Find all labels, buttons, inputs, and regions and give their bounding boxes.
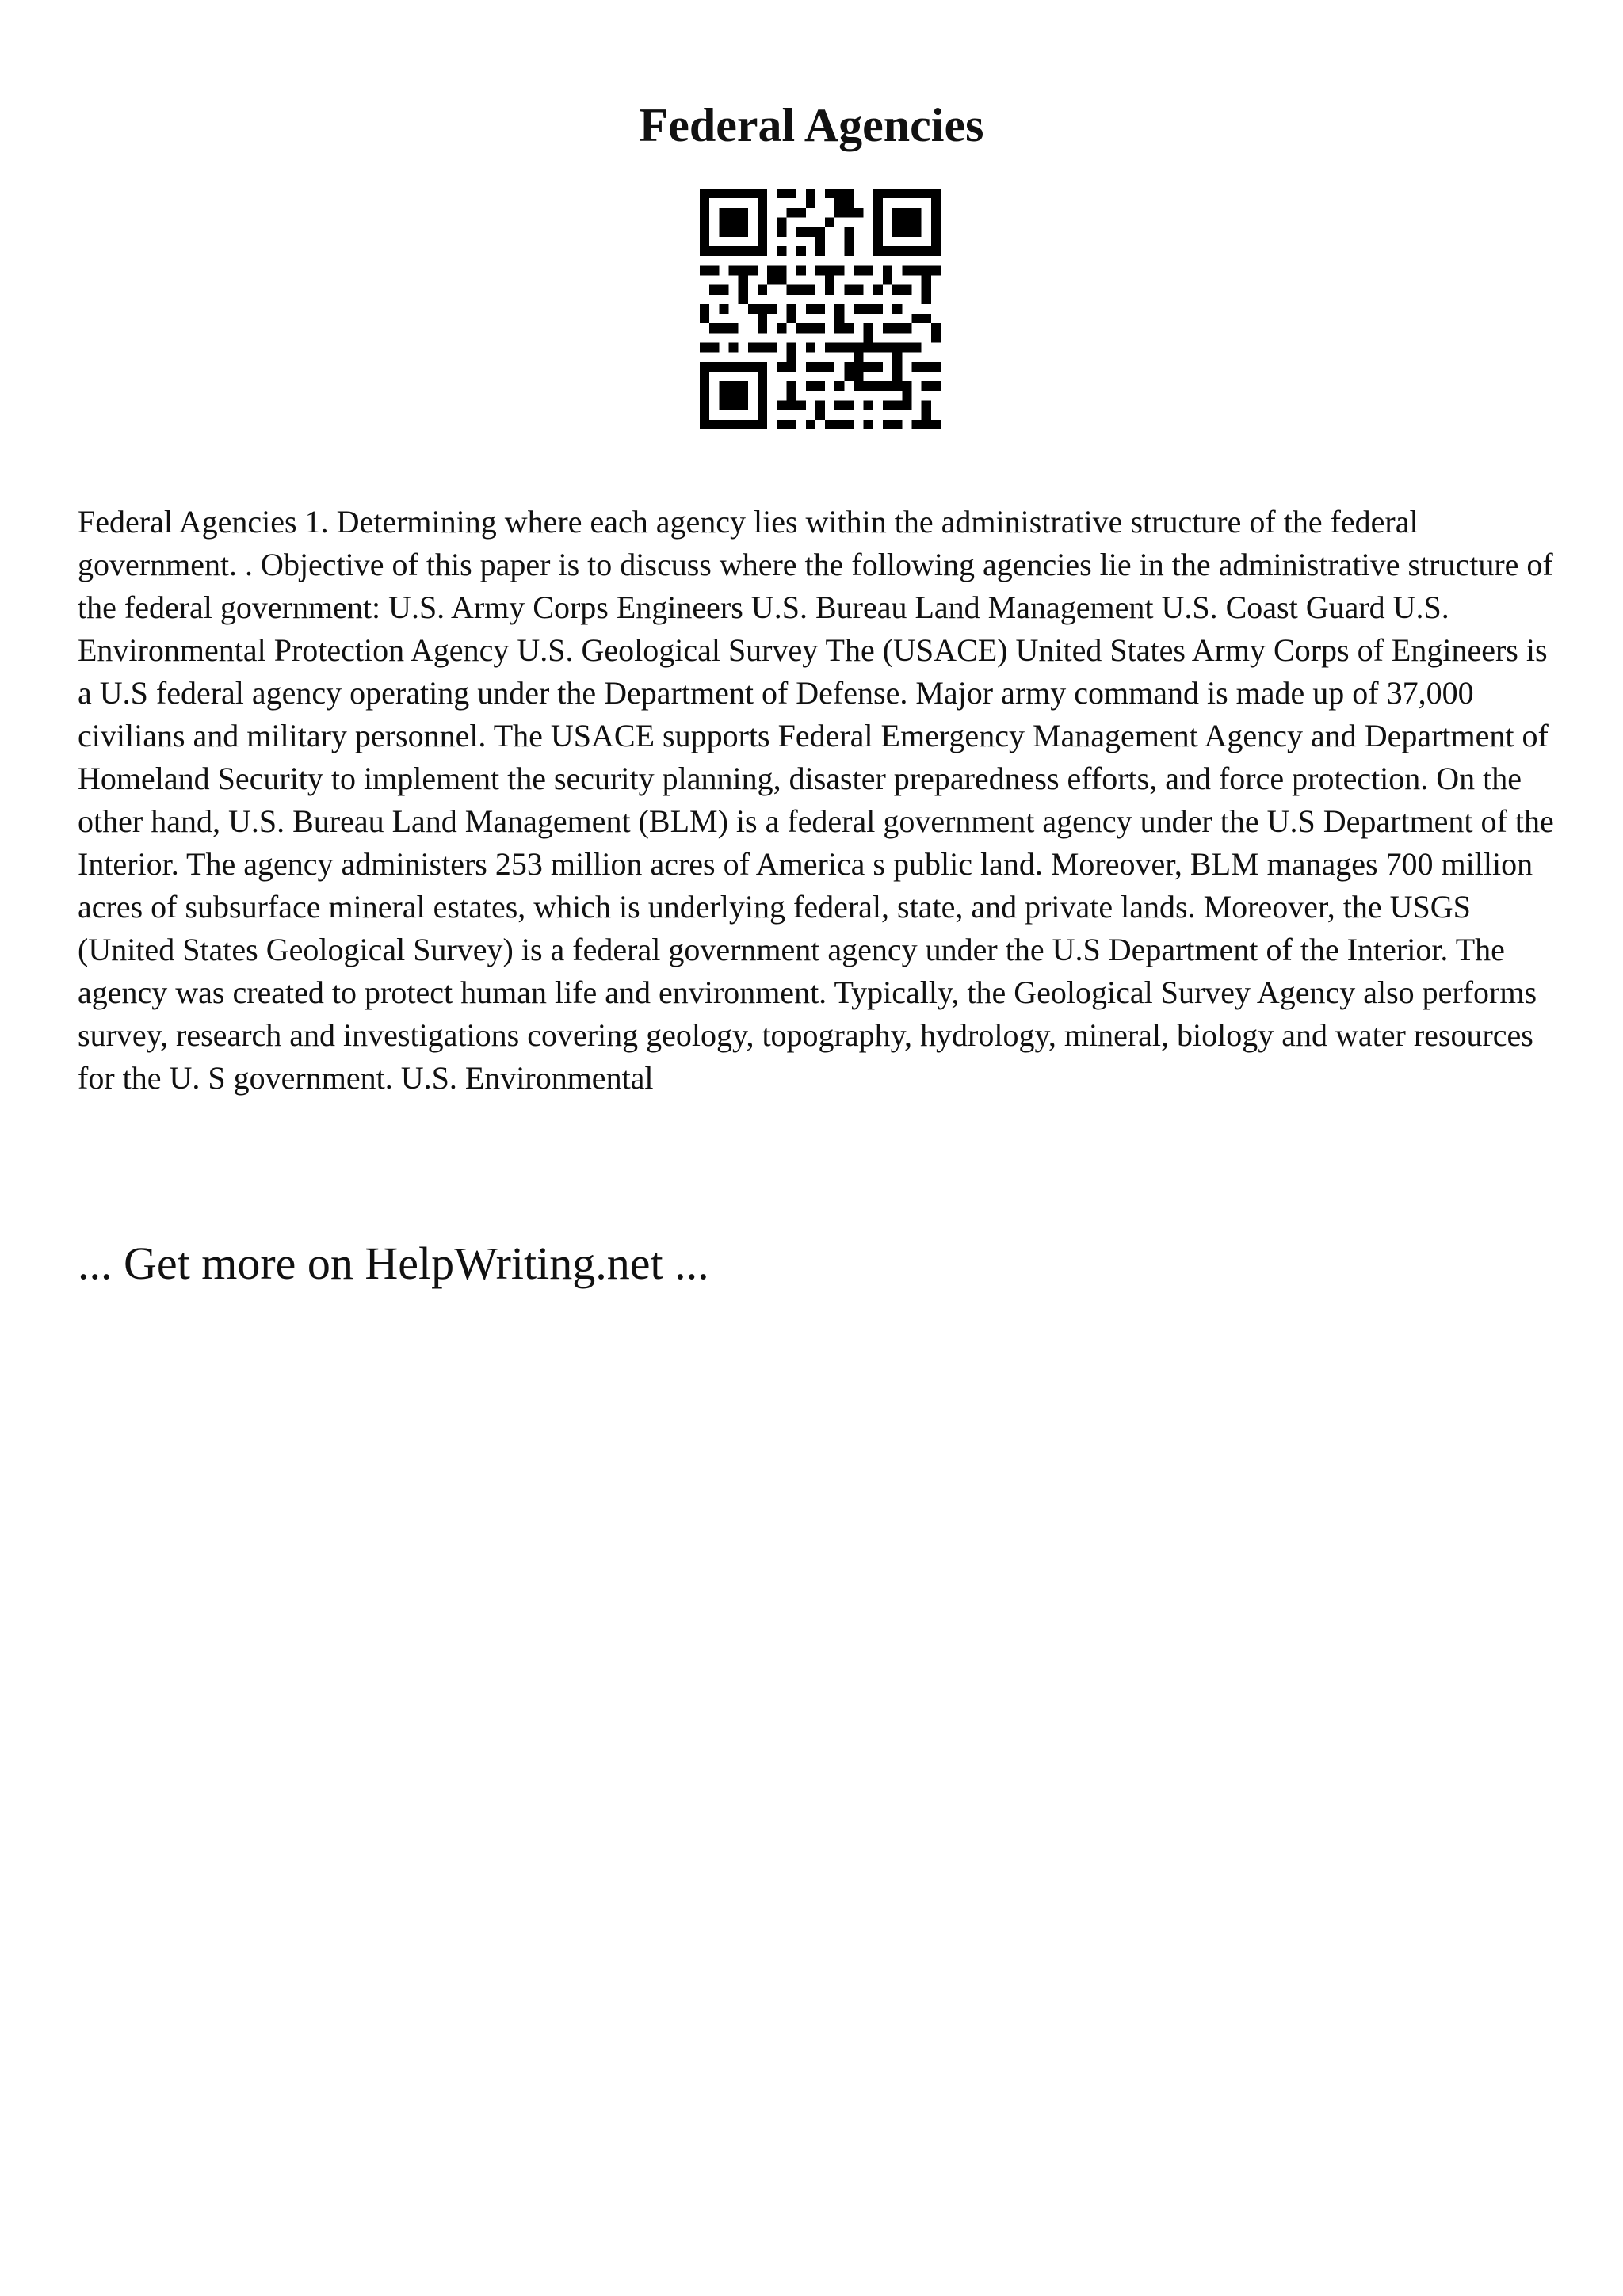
qr-code-icon	[700, 189, 941, 429]
document-title: Federal Agencies	[639, 99, 984, 151]
body-paragraph: Federal Agencies 1. Determining where each agency lies within the administrative structure of the federal government. . Objective of this paper is to discuss where the following agencies lie in the administrative structure of the federal government: U.S. Army Corps Engineers U.S. Bureau Land Management U.S. Coast Guard U.S. Environmental Protection Agency U.S. Geological Survey The (USACE) United States Army Corps of Engineers is a U.S federal agency operating under the Department of Defense. Major army command is made up of 37,000 civilians and military personnel. The USACE supports Federal Emergency Management Agency and Department of Homeland Security to implement the security planning, disaster preparedness efforts, and force protection. On the other hand, U.S. Bureau Land Management (BLM) is a federal government agency under the U.S Department of the Interior. The agency administers 253 million acres of America s public land. Moreover, BLM manages 700 million acres of subsurface mineral estates, which is underlying federal, state, and private lands. Moreover, the USGS (United States Geological Survey) is a federal government agency under the U.S Department of the Interior. The agency was created to protect human life and environment. Typically, the Geological Survey Agency also performs survey, research and investigations covering geology, topography, hydrology, mineral, biology and water resources for the U. S government. U.S. Environmental	[78, 504, 1554, 1096]
get-more-link[interactable]: ... Get more on HelpWriting.net ...	[78, 1238, 709, 1289]
